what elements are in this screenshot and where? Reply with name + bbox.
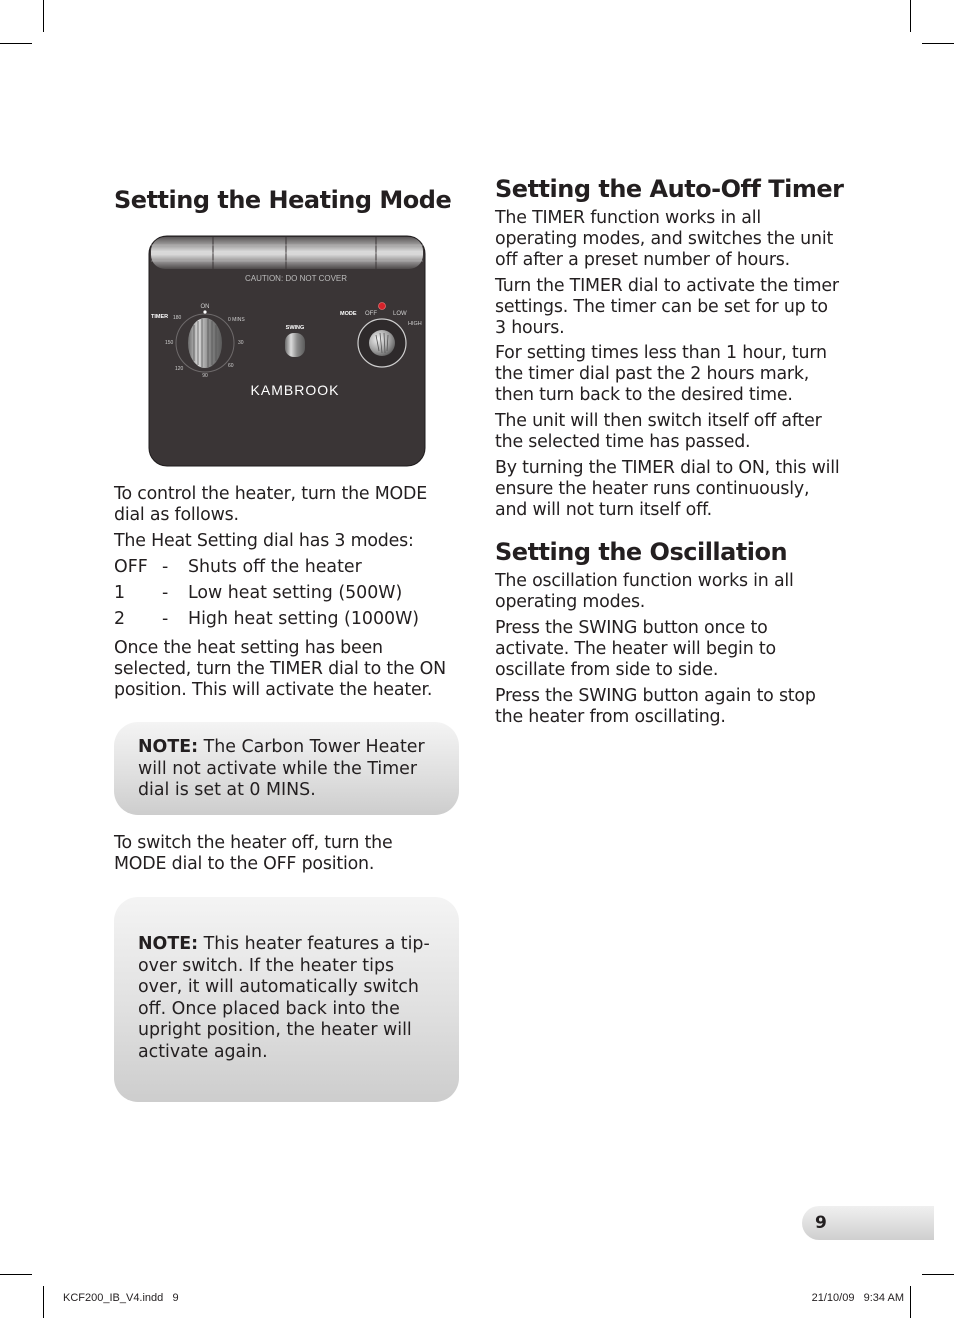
timer-mark-120: 120: [175, 366, 184, 372]
mode-dash: -: [162, 583, 169, 603]
timer-paragraph: The unit will then switch itself off after the selected time has passed.: [495, 411, 822, 452]
note-box-tipover: [114, 897, 459, 1102]
note-body: This heater features a tip-over switch. If the heater tips over, it will automatically switch off. Once placed back into the upright position, the heater will activate again.: [138, 934, 430, 1062]
mode-label: MODE: [340, 311, 357, 317]
mode-mark-low: LOW: [393, 311, 407, 317]
crop-mark: [43, 1286, 44, 1318]
oscillation-heading: Setting the Oscillation: [495, 538, 788, 566]
crop-mark: [910, 0, 911, 32]
timer-paragraph: Turn the TIMER dial to activate the timer settings. The timer can be set for up to 3 hours.: [495, 276, 839, 338]
mode-dash: -: [162, 609, 169, 629]
mode-key: OFF: [114, 557, 148, 577]
timer-mark-30: 30: [238, 340, 244, 346]
mode-item: [114, 583, 444, 609]
note-body: The Carbon Tower Heater will not activate while the Timer dial is set at 0 MINS.: [138, 737, 425, 800]
timer-mark-0: 0 MINS: [228, 317, 245, 323]
auto-off-timer-heading: Setting the Auto-Off Timer: [495, 175, 844, 203]
mode-item: [114, 557, 444, 583]
swing-button: [285, 333, 305, 357]
crop-mark: [922, 1274, 954, 1275]
page-number: 9: [815, 1213, 827, 1233]
timer-paragraph: The TIMER function works in all operating modes, and switches the unit off after a preset number of hours.: [495, 208, 834, 270]
note-box-timer: [114, 722, 459, 815]
timer-on-dot: [203, 310, 206, 313]
crop-mark: [43, 0, 44, 32]
swing-label: SWING: [285, 325, 305, 331]
heater-control-panel: [148, 235, 426, 467]
file-slug: KCF200_IB_V4.indd 9: [63, 1292, 179, 1304]
mode-mark-high: HIGH: [408, 321, 422, 327]
note-timer-text: [138, 737, 442, 802]
mode-description: High heat setting (1000W): [188, 609, 420, 629]
crop-mark: [0, 1274, 32, 1275]
after-modes-text: Once the heat setting has been selected, turn the TIMER dial to the ON position. This will activate the heater.: [114, 638, 446, 700]
oscillation-paragraph: Press the SWING button again to stop the heater from oscillating.: [495, 686, 816, 727]
caution-label: CAUTION: DO NOT COVER: [244, 274, 348, 283]
timer-label: TIMER: [151, 314, 169, 320]
crop-mark: [922, 43, 954, 44]
mode-description: Shuts off the heater: [188, 557, 362, 577]
mode-mark-off: OFF: [365, 311, 377, 317]
note-tipover-text: [138, 934, 442, 1063]
mode-description: Low heat setting (500W): [188, 583, 403, 603]
timer-mark-on: ON: [200, 304, 210, 310]
mode-key: 1: [114, 583, 126, 603]
brand-logo: KAMBROOK: [250, 382, 340, 398]
mode-item: [114, 609, 444, 635]
timer-dial-knob: [188, 318, 222, 368]
modes-intro-text: The Heat Setting dial has 3 modes:: [114, 531, 414, 551]
mode-indicator-light: [379, 303, 386, 310]
oscillation-paragraph: The oscillation function works in all operating modes.: [495, 571, 794, 612]
crop-mark: [0, 43, 32, 44]
modes-list: [114, 557, 444, 635]
crop-mark: [910, 1286, 911, 1318]
timer-mark-150: 150: [165, 340, 174, 346]
note-label: NOTE:: [138, 737, 199, 757]
timer-paragraph: For setting times less than 1 hour, turn the timer dial past the 2 hours mark, then turn back to the desired time.: [495, 343, 827, 405]
heating-mode-heading: Setting the Heating Mode: [114, 186, 452, 214]
timer-paragraph: By turning the TIMER dial to ON, this will ensure the heater runs continuously, and will not turn itself off.: [495, 458, 840, 520]
timer-mark-60: 60: [228, 363, 234, 369]
note-label: NOTE:: [138, 934, 199, 954]
mode-dash: -: [162, 557, 169, 577]
intro-text: To control the heater, turn the MODE dial as follows.: [114, 484, 427, 525]
oscillation-paragraph: Press the SWING button once to activate. The heater will begin to oscillate from side to side.: [495, 618, 776, 680]
mode-key: 2: [114, 609, 126, 629]
timer-mark-180: 180: [173, 315, 182, 321]
date-slug: 21/10/09 9:34 AM: [811, 1292, 904, 1304]
switch-off-text: To switch the heater off, turn the MODE dial to the OFF position.: [114, 833, 393, 874]
timer-mark-90: 90: [202, 373, 208, 379]
